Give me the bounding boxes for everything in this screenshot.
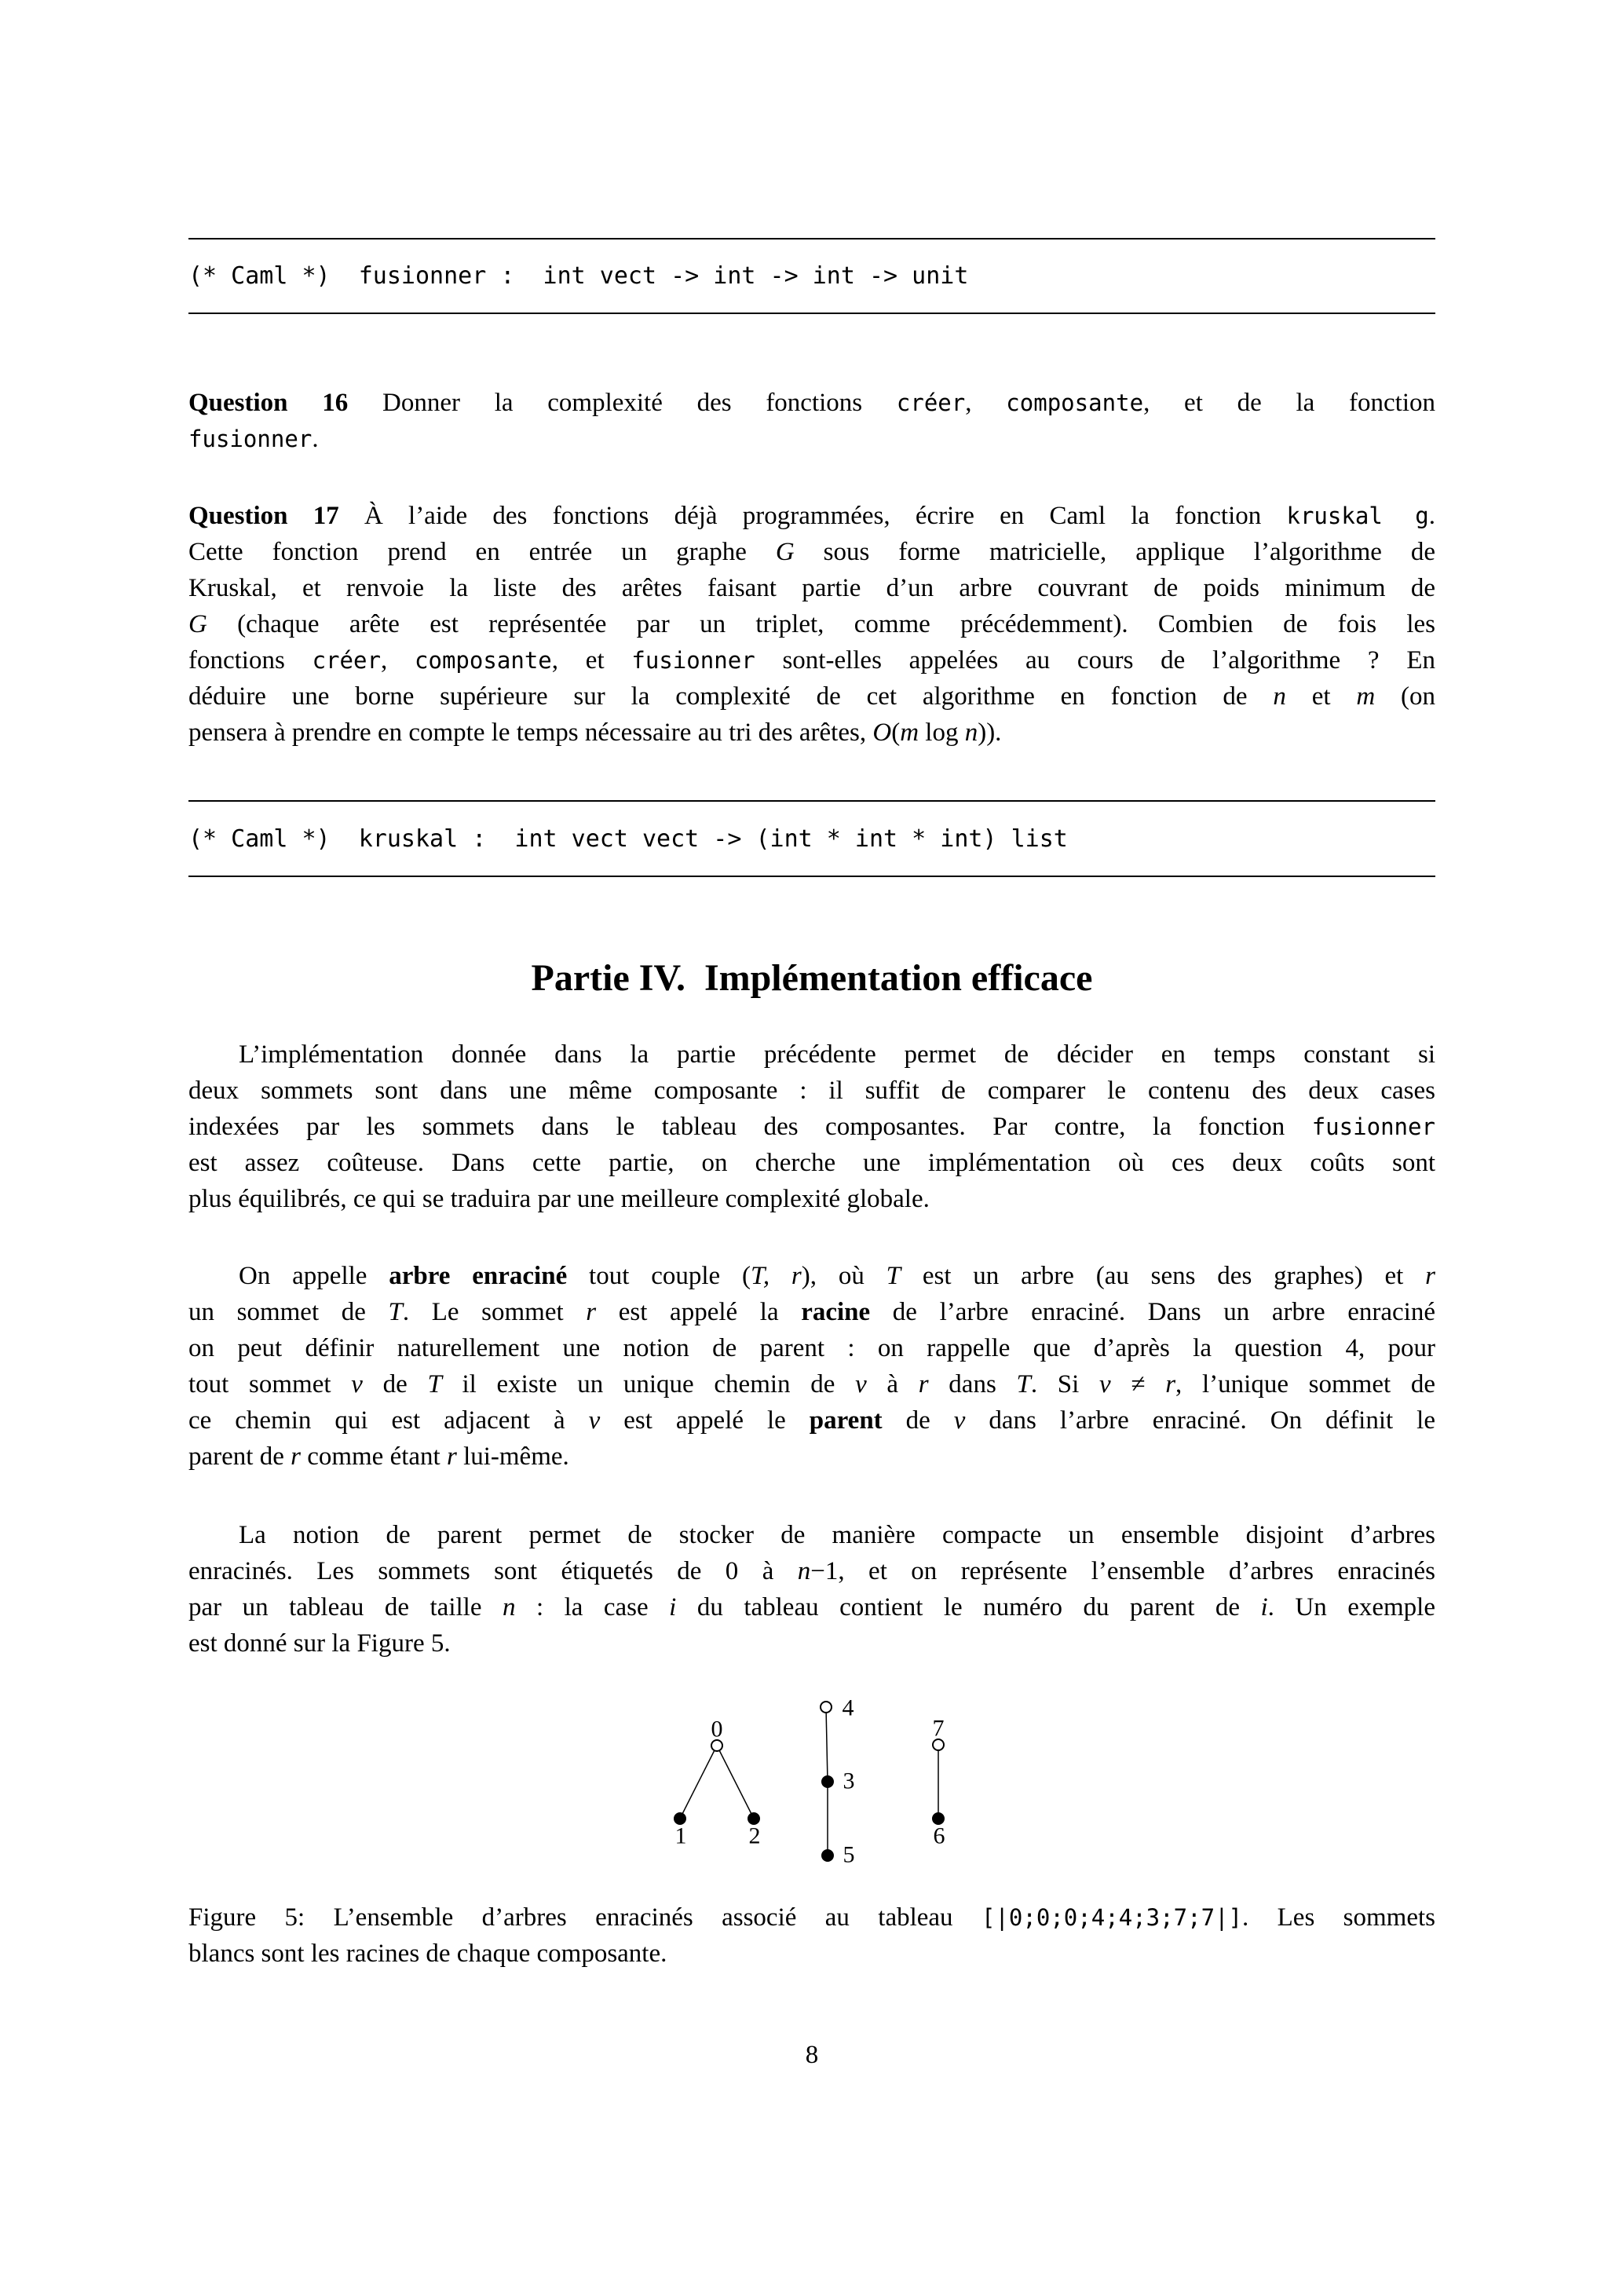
text-line: fusionner. [188,425,319,453]
node-label-7: 7 [932,1715,945,1742]
text-line: Cette fonction prend en entrée un graphe G sous forme matricielle, applique l’algorithme de [188,538,1435,566]
paragraph-implementation [188,1036,1435,1217]
page-number: 8 [805,2041,819,2069]
tree-edge-0-2 [717,1746,754,1819]
text-line: fonctions créer, composante, et fusionner sont-elles appelées au cours de l’algorithme ? En [188,646,1435,675]
text-line: Figure 5: L’ensemble d’arbres enracinés associé au tableau [|0;0;0;4;4;3;7;7|]. Les sommets [188,1903,1436,1932]
node-label-6: 6 [933,1823,945,1849]
text-line: déduire une borne supérieure sur la complexité de cet algorithme en fonction de n et m (on [188,682,1435,711]
question-16 [188,385,1435,457]
node-label-0: 0 [711,1716,723,1742]
text-line: Kruskal, et renvoie la liste des arêtes faisant partie d’un arbre couvrant de poids minimum de [188,574,1435,602]
node-label-5: 5 [843,1841,855,1868]
text-line: La notion de parent permet de stocker de manière compacte un ensemble disjoint d’arbres [239,1521,1435,1549]
tree-node-3 [822,1776,833,1787]
text-line: L’implémentation donnée dans la partie précédente permet de décider en temps constant si [239,1040,1435,1069]
node-label-4: 4 [842,1695,854,1721]
text-line: parent de r comme étant r lui-même. [188,1442,569,1471]
caml-signature-block-kruskal [188,800,1435,877]
text-line: tout sommet v de T il existe un unique chemin de v à r dans T. Si v ≠ r, l’unique sommet de [188,1370,1435,1398]
tree-edge-0-1 [680,1746,717,1819]
section-heading-partie-iv: Partie IV. Implémentation efficace [531,957,1093,999]
code-text-fusionner: (* Caml *) fusionner : int vect -> int -> int -> unit [188,262,969,290]
question-17 [188,498,1435,751]
text-line: indexées par les sommets dans le tableau des composantes. Par contre, la fonction fusionner [188,1113,1435,1141]
code-text-kruskal: (* Caml *) kruskal : int vect vect -> (int * int * int) list [188,824,1068,853]
text-line: Question 17 À l’aide des fonctions déjà programmées, écrire en Caml la fonction kruskal g. [188,502,1435,530]
text-line: Question 16 Donner la complexité des fonctions créer, composante, et de la fonction [188,389,1435,417]
text-line: par un tableau de taille n : la case i du tableau contient le numéro du parent de i. Un exemple [188,1593,1435,1621]
text-line: blancs sont les racines de chaque composante. [188,1940,667,1968]
text-line: enracinés. Les sommets sont étiquetés de 0 à n−1, et on représente l’ensemble d’arbres enracinés [188,1557,1435,1585]
figure-5-forest [628,1673,974,1892]
text-line: On appelle arbre enraciné tout couple (T, r), où T est un arbre (au sens des graphes) et r [239,1262,1435,1290]
tree-node-5 [822,1850,833,1861]
node-label-2: 2 [748,1823,761,1849]
text-line: G (chaque arête est représentée par un triplet, comme précédemment). Combien de fois les [188,610,1435,638]
tree-edge-4-3 [826,1707,828,1782]
text-line: est assez coûteuse. Dans cette partie, on cherche une implémentation où ces deux coûts sont [188,1149,1435,1177]
text-line: est donné sur la Figure 5. [188,1629,451,1658]
text-line: deux sommets sont dans une même composante : il suffit de comparer le contenu des deux cases [188,1077,1435,1105]
figure-caption [188,1899,1435,1972]
node-label-1: 1 [674,1823,687,1849]
root-node-4 [821,1702,832,1713]
text-line: ce chemin qui est adjacent à v est appelé le parent de v dans l’arbre enraciné. On définit le [188,1406,1435,1435]
caml-signature-block-fusionner [188,238,1435,314]
paragraph-arbre-enracine [188,1258,1435,1475]
text-line: pensera à prendre en compte le temps nécessaire au tri des arêtes, O(m log n)). [188,718,1002,747]
node-label-3: 3 [843,1768,855,1794]
paragraph-notion-parent [188,1517,1435,1662]
rooted-trees-diagram [628,1673,974,1892]
text-line: un sommet de T. Le sommet r est appelé la racine de l’arbre enraciné. Dans un arbre enraciné [188,1298,1435,1326]
text-line: plus équilibrés, ce qui se traduira par une meilleure complexité globale. [188,1185,930,1213]
text-line: on peut définir naturellement une notion de parent : on rappelle que d’après la question 4, pour [188,1334,1435,1362]
